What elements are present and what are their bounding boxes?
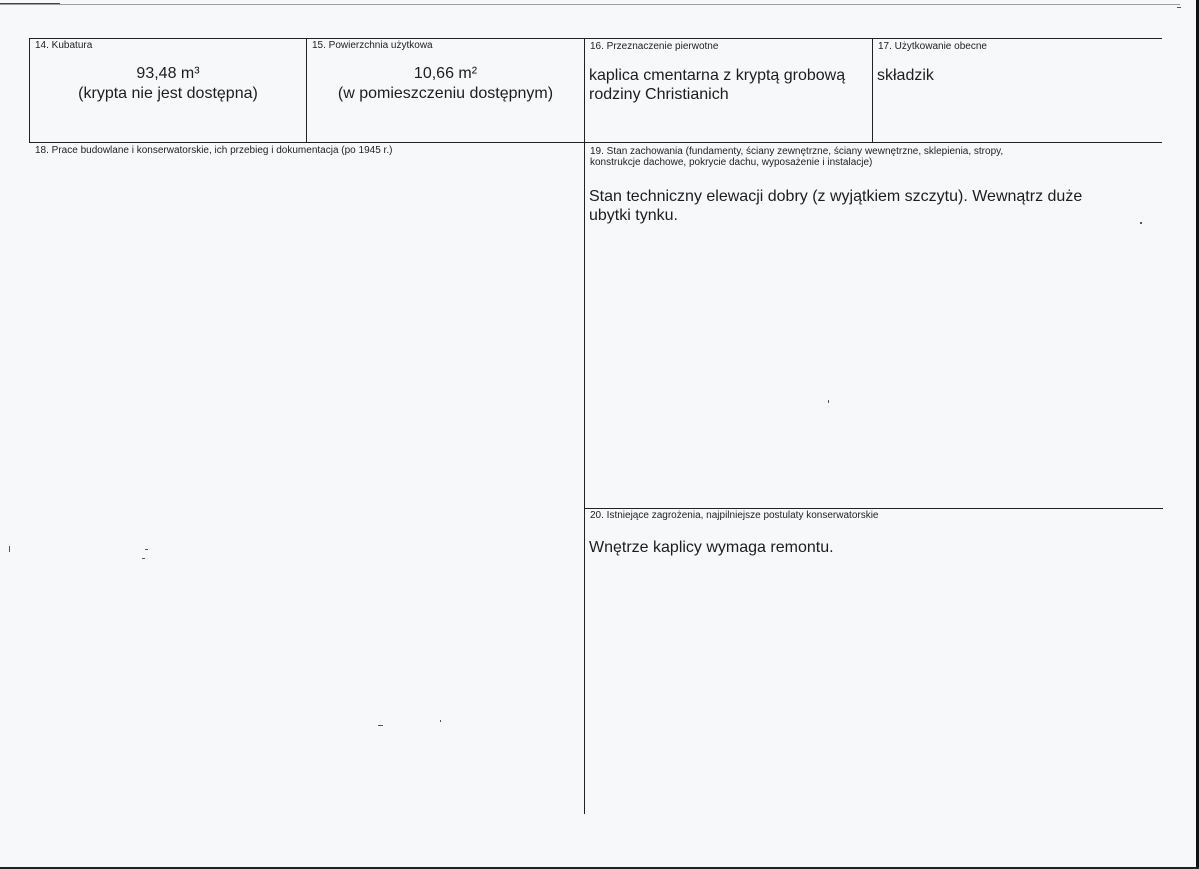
scan-speck — [378, 725, 383, 726]
scan-speck — [828, 400, 829, 403]
field16-label: 16. Przeznaczenie pierwotne — [590, 41, 719, 52]
field16-value-line1: kaplica cmentarna z kryptą grobową — [589, 67, 846, 84]
scan-speck — [9, 546, 10, 552]
field19-value-line1: Stan techniczny elewacji dobry (z wyjątkiem szczytu). Wewnątrz duże — [589, 188, 1083, 205]
field17-value: składzik — [877, 67, 934, 84]
field18-label: 18. Prace budowlane i konserwatorskie, ich przebieg i dokumentacja (po 1945 r.) — [35, 145, 393, 156]
col-divider-4 — [872, 38, 873, 142]
field14-label: 14. Kubatura — [35, 40, 93, 51]
field20-value: Wnętrze kaplicy wymaga remontu. — [589, 539, 834, 556]
field19-label-line2: konstrukcje dachowe, pokrycie dachu, wyposażenie i instalacje) — [590, 157, 873, 168]
field14-value-line2: (krypta nie jest dostępna) — [78, 85, 258, 102]
col-divider-3 — [584, 38, 585, 814]
scan-edge-top — [0, 4, 1180, 5]
row2-top-line — [29, 142, 1162, 143]
field15-value-line1: 10,66 m² — [413, 65, 478, 82]
field19-label-line1: 19. Stan zachowania (fundamenty, ściany zewnętrzne, ściany wewnętrzne, sklepienia, stropy, — [590, 146, 1004, 157]
field20-label: 20. Istniejące zagrożenia, najpilniejsze postulaty konserwatorskie — [590, 510, 879, 521]
field16-value-line2: rodziny Christianich — [589, 86, 729, 103]
scan-speck — [440, 720, 441, 722]
scan-speck — [145, 549, 148, 550]
f20-top-line — [584, 508, 1163, 509]
scan-speck — [1177, 7, 1181, 8]
field17-label: 17. Użytkowanie obecne — [878, 41, 987, 52]
scan-speck — [142, 558, 145, 559]
row1-top-line — [29, 38, 1162, 39]
field14-value-line1: 93,48 m³ — [136, 65, 200, 82]
field15-value-line2: (w pomieszczeniu dostępnym) — [337, 85, 554, 102]
scan-speck — [1140, 222, 1142, 224]
field15-label: 15. Powierzchnia użytkowa — [312, 40, 433, 51]
field19-value-line2: ubytki tynku. — [589, 207, 678, 224]
